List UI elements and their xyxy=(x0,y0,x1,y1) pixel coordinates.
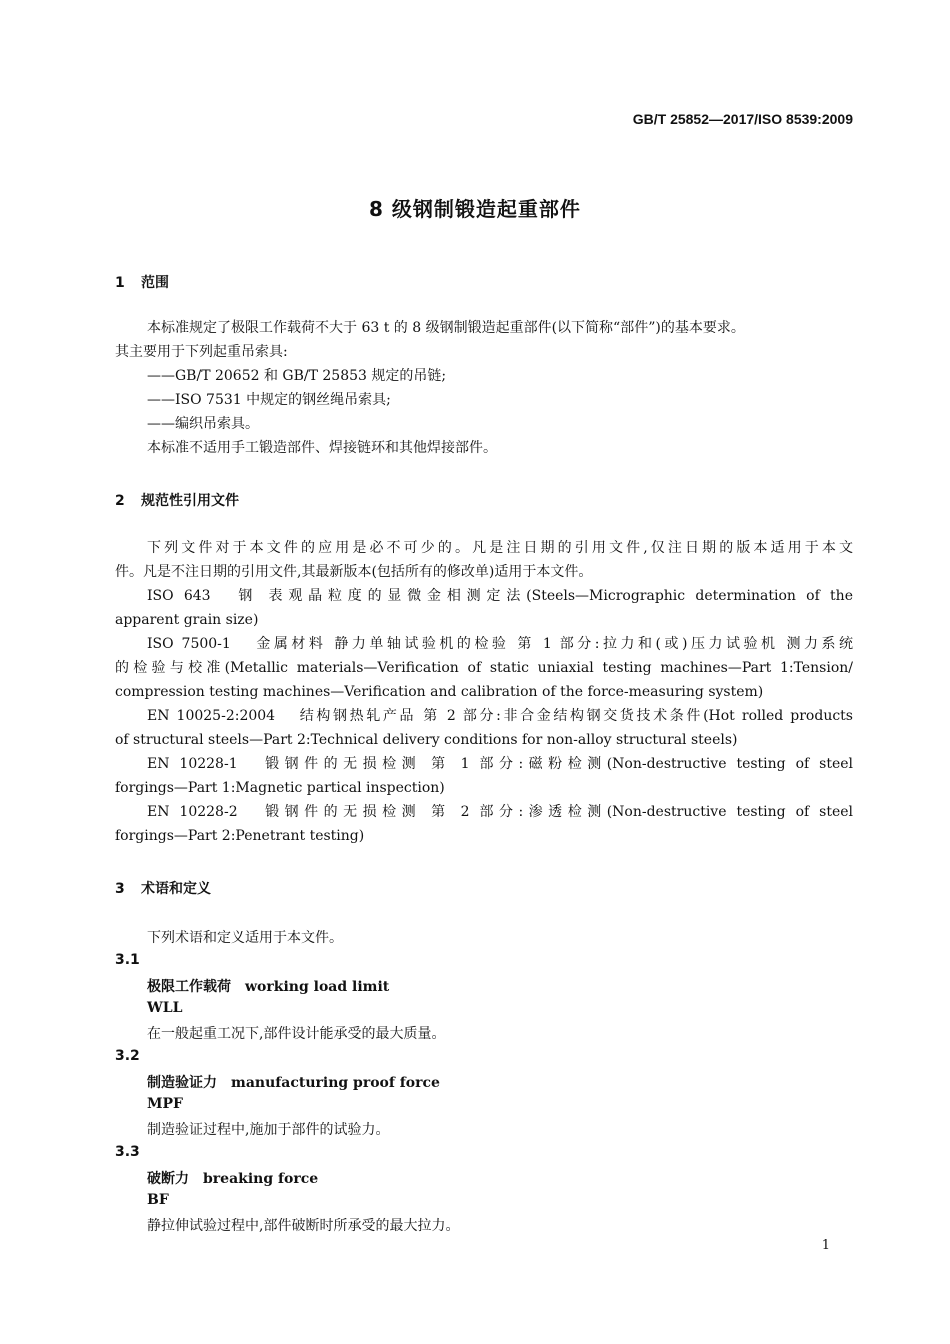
document-title: 8 级钢制锻造起重部件 xyxy=(369,197,581,221)
reference-title: 金属材料 静力单轴试验机的检验 第 1 部分:拉力和(或)压力试验机 测力系统 xyxy=(252,636,853,652)
list-item: ——GB/T 20652 和 GB/T 25853 规定的吊链; xyxy=(147,368,447,384)
term-definition: 静拉伸试验过程中,部件破断时所承受的最大拉力。 xyxy=(147,1218,460,1234)
term-en: breaking force xyxy=(203,1171,319,1187)
term-abbreviation: MPF xyxy=(147,1096,183,1112)
section-number: 1 xyxy=(115,275,125,291)
term-definition: 制造验证过程中,施加于部件的试验力。 xyxy=(147,1122,390,1138)
reference-continuation: apparent grain size) xyxy=(115,612,259,628)
paragraph: 本标准不适用手工锻造部件、焊接链环和其他焊接部件。 xyxy=(147,440,497,456)
reference-entry xyxy=(147,632,853,656)
reference-code: EN 10025-2:2004 xyxy=(147,708,276,724)
paragraph: 件。凡是不注日期的引用文件,其最新版本(包括所有的修改单)适用于本文件。 xyxy=(115,564,593,580)
clause-number: 3.1 xyxy=(115,952,140,968)
term-abbreviation: WLL xyxy=(147,1000,183,1016)
clause-number: 3.2 xyxy=(115,1048,140,1064)
section-2-heading xyxy=(115,490,239,510)
reference-continuation: of structural steels—Part 2:Technical delivery conditions for non-alloy structural steels) xyxy=(115,732,738,748)
term-entry xyxy=(147,976,389,996)
section-title: 范围 xyxy=(141,275,169,291)
term-en: working load limit xyxy=(245,979,390,995)
paragraph: 其主要用于下列起重吊索具: xyxy=(115,344,288,360)
reference-entry xyxy=(147,800,853,824)
term-abbreviation: BF xyxy=(147,1192,169,1208)
term-definition: 在一般起重工况下,部件设计能承受的最大质量。 xyxy=(147,1026,446,1042)
standard-code: GB/T 25852—2017/ISO 8539:2009 xyxy=(632,111,853,127)
list-item: ——编织吊索具。 xyxy=(147,416,259,432)
term-zh: 破断力 xyxy=(147,1171,189,1187)
reference-title: 锻钢件的无损检测 第 1 部分:磁粉检测(Non-destructive testing of steel xyxy=(259,756,854,772)
reference-title: 结构钢热轧产品 第 2 部分:非合金结构钢交货技术条件(Hot rolled products xyxy=(297,708,853,724)
reference-entry xyxy=(147,584,853,608)
paragraph: 下列文件对于本文件的应用是必不可少的。凡是注日期的引用文件,仅注日期的版本适用于本文 xyxy=(147,540,853,556)
reference-code: EN 10228-1 xyxy=(147,756,238,772)
reference-entry xyxy=(147,704,853,728)
reference-code: ISO 643 xyxy=(147,588,211,604)
section-number: 3 xyxy=(115,881,125,897)
term-en: manufacturing proof force xyxy=(231,1075,440,1091)
reference-code: ISO 7500-1 xyxy=(147,636,231,652)
section-title: 术语和定义 xyxy=(141,881,211,897)
list-item: ——ISO 7531 中规定的钢丝绳吊索具; xyxy=(147,392,391,408)
reference-continuation: forgings—Part 1:Magnetic partical inspection) xyxy=(115,780,445,796)
reference-continuation: 的检验与校准(Metallic materials—Verification of static uniaxial testing machines—Part 1:Tension/ xyxy=(115,660,853,676)
term-entry xyxy=(147,1168,318,1188)
reference-code: EN 10228-2 xyxy=(147,804,238,820)
term-entry xyxy=(147,1072,440,1092)
term-zh: 制造验证力 xyxy=(147,1075,217,1091)
paragraph: 本标准规定了极限工作载荷不大于 63 t 的 8 级钢制锻造起重部件(以下简称“部件”)的基本要求。 xyxy=(147,320,745,336)
section-1-heading xyxy=(115,272,169,292)
clause-number: 3.3 xyxy=(115,1144,140,1160)
reference-continuation: compression testing machines—Verification and calibration of the force-measuring system) xyxy=(115,684,764,700)
section-number: 2 xyxy=(115,493,125,509)
reference-continuation: forgings—Part 2:Penetrant testing) xyxy=(115,828,365,844)
reference-title: 钢 表观晶粒度的显微金相测定法(Steels—Micrographic determination of the xyxy=(232,588,853,604)
term-zh: 极限工作载荷 xyxy=(147,979,231,995)
section-title: 规范性引用文件 xyxy=(141,493,239,509)
section-3-heading xyxy=(115,878,211,898)
paragraph: 下列术语和定义适用于本文件。 xyxy=(147,930,343,946)
reference-title: 锻钢件的无损检测 第 2 部分:渗透检测(Non-destructive testing of steel xyxy=(259,804,854,820)
reference-entry xyxy=(147,752,853,776)
page-number: 1 xyxy=(821,1238,830,1253)
